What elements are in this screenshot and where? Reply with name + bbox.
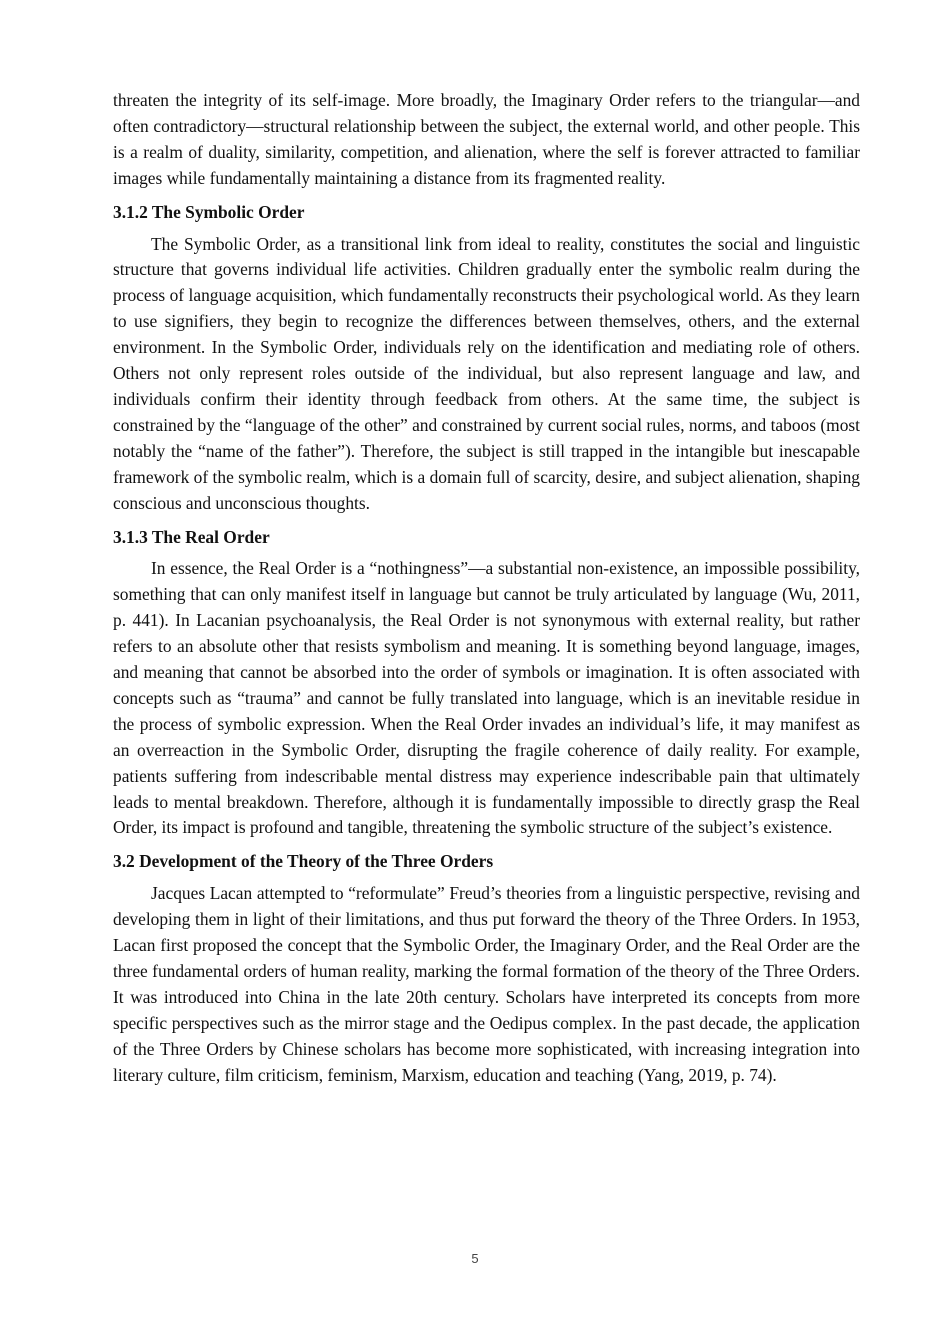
heading-real-order: 3.1.3 The Real Order <box>113 526 270 547</box>
paragraph-symbolic-order: The Symbolic Order, as a transitional link from ideal to reality, constitutes the social and linguistic structure that governs individual life activities. Children gradually enter the symbolic realm during the process of language acquisition, which fundamentally reconstructs their psychological world. As they learn to use signifiers, they begin to recognize the differences between themselves, others, and the external environment. In the Symbolic Order, individuals rely on the identification and mediating role of others. Others not only represent roles outside of the individual, but also represent language and law, and individuals confirm their identity through feedback from others. At the same time, the subject is constrained by the “language of the other” and constrained by current social rules, norms, and taboos (most notably the “name of the father”). Therefore, the subject is still trapped in the intangible but inescapable framework of the symbolic realm, which is a domain full of scarcity, desire, and subject alienation, shaping conscious and unconscious thoughts. <box>113 233 860 513</box>
page-number: 5 <box>471 1251 479 1266</box>
document-page <box>113 88 860 1089</box>
heading-symbolic-order: 3.1.2 The Symbolic Order <box>113 201 305 222</box>
paragraph-development-three-orders: Jacques Lacan attempted to “reformulate” Freud’s theories from a linguistic perspective, revising and developing them in light of their limitations, and thus put forward the theory of the Three Orders. In 1953, Lacan first proposed the concept that the Symbolic Order, the Imaginary Order, and the Real Order are the three fundamental orders of human reality, marking the formal formation of the theory of the Three Orders. It was introduced into China in the late 20th century. Scholars have interpreted its concepts from more specific perspectives such as the mirror stage and the Oedipus complex. In the past decade, the application of the Three Orders by Chinese scholars has become more sophisticated, with increasing integration into literary culture, film criticism, feminism, Marxism, education and teaching (Yang, 2019, p. 74). <box>113 883 860 1085</box>
heading-development-three-orders: 3.2 Development of the Theory of the Three Orders <box>113 851 494 872</box>
paragraph-real-order: In essence, the Real Order is a “nothingness”—a substantial non-existence, an impossible possibility, something that can only manifest itself in language but cannot be truly articulated by language (Wu, 2011, p. 441). In Lacanian psychoanalysis, the Real Order is not synonymous with external reality, but rather refers to an absolute other that resists symbolism and meaning. It is something beyond language, images, and meaning that cannot be absorbed into the order of symbols or imagination. It is often associated with concepts such as “trauma” and cannot be fully translated into language, which is an inevitable residue in the process of symbolic expression. When the Real Order invades an individual’s life, it may manifest as an overreaction in the Symbolic Order, disrupting the fragile coherence of daily reality. For example, patients suffering from indescribable mental distress may experience indescribable pain that ultimately leads to mental breakdown. Therefore, although it is fundamentally impossible to directly grasp the Real Order, its impact is profound and tangible, threatening the symbolic structure of the subject’s existence. <box>113 558 860 838</box>
paragraph-imaginary-order-continuation: threaten the integrity of its self-image. More broadly, the Imaginary Order refers to the triangular—and often contradictory—structural relationship between the subject, the external world, and other people. This is a realm of duality, similarity, competition, and alienation, where the self is forever attracted to familiar images while fundamentally maintaining a distance from its fragmented reality. <box>113 90 860 188</box>
